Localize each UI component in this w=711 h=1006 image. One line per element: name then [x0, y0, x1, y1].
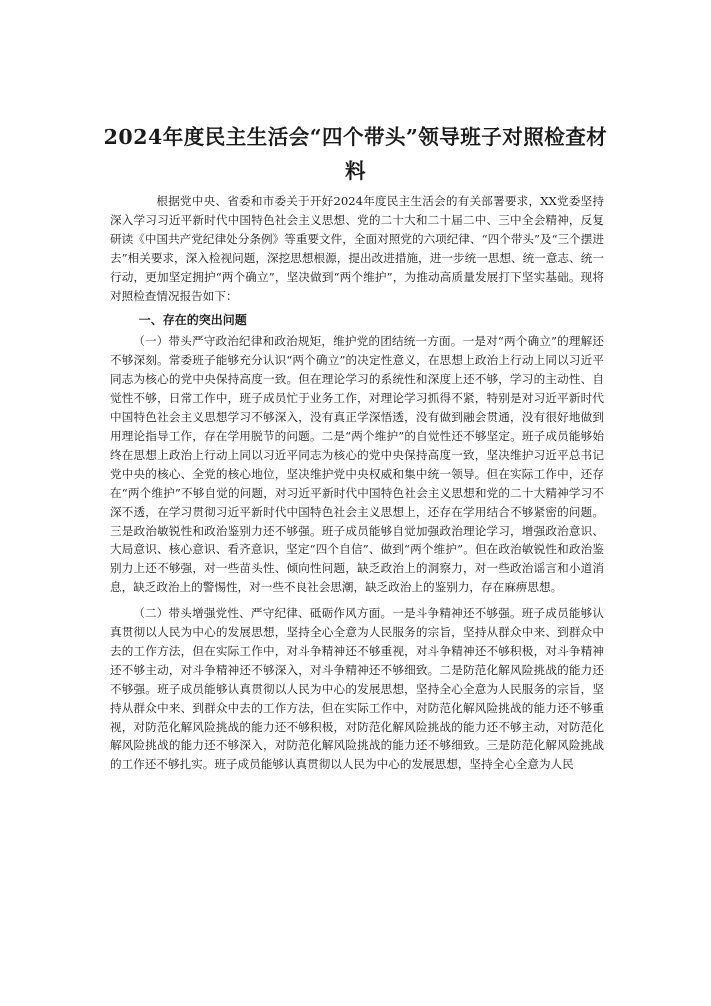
document-body: [110, 192, 604, 774]
intro-paragraph: 根据党中央、省委和市委关于开好2024年度民主生活会的有关部署要求，XX党委坚持深入学习习近平新时代中国特色社会主义思想、党的二十大和二十届二中、三中全会精神，反复研读《中国共产党纪律处分条例》等重要文件，全面对照党的六项纪律、“四个带头”及“三个摆进去”相关要求，深入检视问题，深挖思想根源，提出改进措施，进一步统一思想、统一意志、统一行动，更加坚定拥护“两个确立”，坚决做到“两个维护”，为推动高质量发展打下坚实基础。现将对照检查情况报告如下：: [110, 194, 604, 303]
section-heading: 一、存在的突出问题: [138, 313, 247, 328]
paragraph-political-discipline: （一）带头严守政治纪律和政治规矩，维护党的团结统一方面。一是对“两个确立”的理解还不够深刻。常委班子能够充分认识“两个确立”的决定性意义，在思想上政治上行动上同以习近平同志为核心的党中央保持高度一致。但在理论学习的系统性和深度上还不够，学习的主动性、自觉性不够，日常工作中，班子成员忙于业务工作，对理论学习抓得不紧，特别是对习近平新时代中国特色社会主义思想学习不够深入，没有真正学深悟透，没有做到融会贯通，没有很好地做到用理论指导工作，存在学用脱节的问题。二是“两个维护”的自觉性还不够坚定。班子成员能够始终在思想上政治上行动上同以习近平同志为核心的党中央保持高度一致，坚决维护习近平总书记党中央的核心、全党的核心地位，坚决维护党中央权威和集中统一领导。但在实际工作中，还存在“两个维护”不够自觉的问题，对习近平新时代中国特色社会主义思想和党的二十大精神学习不深不透，在学习贯彻习近平新时代中国特色社会主义思想上，还存在学用结合不够紧密的问题。三是政治敏锐性和政治鉴别力还不够强。班子成员能够自觉加强政治理论学习，增强政治意识、大局意识、核心意识、看齐意识，坚定“四个自信”、做到“两个维护”。但在政治敏锐性和政治鉴别力上还不够强，对一些苗头性、倾向性问题，缺乏政治上的洞察力，对一些政治谣言和小道消息，缺乏政治上的警惕性，对一些不良社会思潮，缺乏政治上的鉴别力，存在麻痹思想。: [110, 334, 604, 595]
paragraph-party-spirit: （二）带头增强党性、严守纪律、砥砺作风方面。一是斗争精神还不够强。班子成员能够认真贯彻以人民为中心的发展思想，坚持全心全意为人民服务的宗旨，坚持从群众中来、到群众中去的工作方法，但在实际工作中，对斗争精神还不够重视，对斗争精神还不够积极，对斗争精神还不够主动，对斗争精神还不够深入，对斗争精神还不够细致。二是防范化解风险挑战的能力还不够强。班子成员能够认真贯彻以人民为中心的发展思想，坚持全心全意为人民服务的宗旨，坚持从群众中来、到群众中去的工作方法，但在实际工作中，对防范化解风险挑战的能力还不够重视，对防范化解风险挑战的能力还不够积极，对防范化解风险挑战的能力还不够主动，对防范化解风险挑战的能力还不够深入，对防范化解风险挑战的能力还不够细致。三是防范化解风险挑战的工作还不够扎实。班子成员能够认真贯彻以人民为中心的发展思想，坚持全心全意为人民: [110, 606, 604, 772]
document-title: 2024年度民主生活会“四个带头”领导班子对照检查材料: [103, 125, 608, 183]
